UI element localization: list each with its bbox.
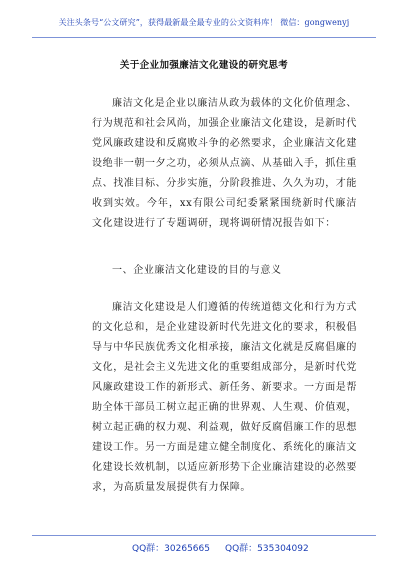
document-title: 关于企业加强廉洁文化建设的研究思考: [119, 60, 289, 71]
paragraph-intro: 廉洁文化是企业以廉洁从政为载体的文化价值理念、行为规范和社会风尚，加强企业廉洁文化建设，是新时代党风廉政建设和反腐败斗争的必然要求，企业廉洁文化建设绝非一朝一夕之功，必须从点滴、从基础入手，抓住重点、找准目标、分步实施，分阶段推进、久久为功，才能收到实效。今年，xx有限公司纪委紧紧围绕新时代廉洁文化建设进行了专题调研，现将调研情况报告如下：: [92, 98, 357, 229]
footer-qq-group-2: QQ群：535304092: [225, 544, 309, 554]
section-heading-1: 一、企业廉洁文化建设的目的与意义: [112, 265, 282, 276]
paragraph-section-1: 廉洁文化建设是人们遵循的传统道德文化和行为方式的文化总和，是企业建设新时代先进文化的要求，积极倡导与中华民族优秀文化相承接，廉洁文化就是反腐倡廉的文化，是社会主义先进文化的重要组成部分，是新时代党风廉政建设工作的新形式、新任务、新要求。一方面是帮助全体干部员工树立起正确的世界观、人生观、价值观，树立起正确的权力观、利益观，做好反腐倡廉工作的思想建设工作。另一方面是建立健全制度化、系统化的廉洁文化建设长效机制，以适应新形势下企业廉洁建设的必然要求，为高质量发展提供有力保障。: [92, 302, 357, 493]
header-divider: [32, 37, 376, 38]
header-promo-note: 关注头条号“公文研究”，获得最新最全最专业的公文资料库！ 微信：gongwenyj: [58, 18, 350, 27]
footer-qq-group-1: QQ群：30265665: [132, 544, 210, 554]
footer-divider: [32, 535, 376, 536]
